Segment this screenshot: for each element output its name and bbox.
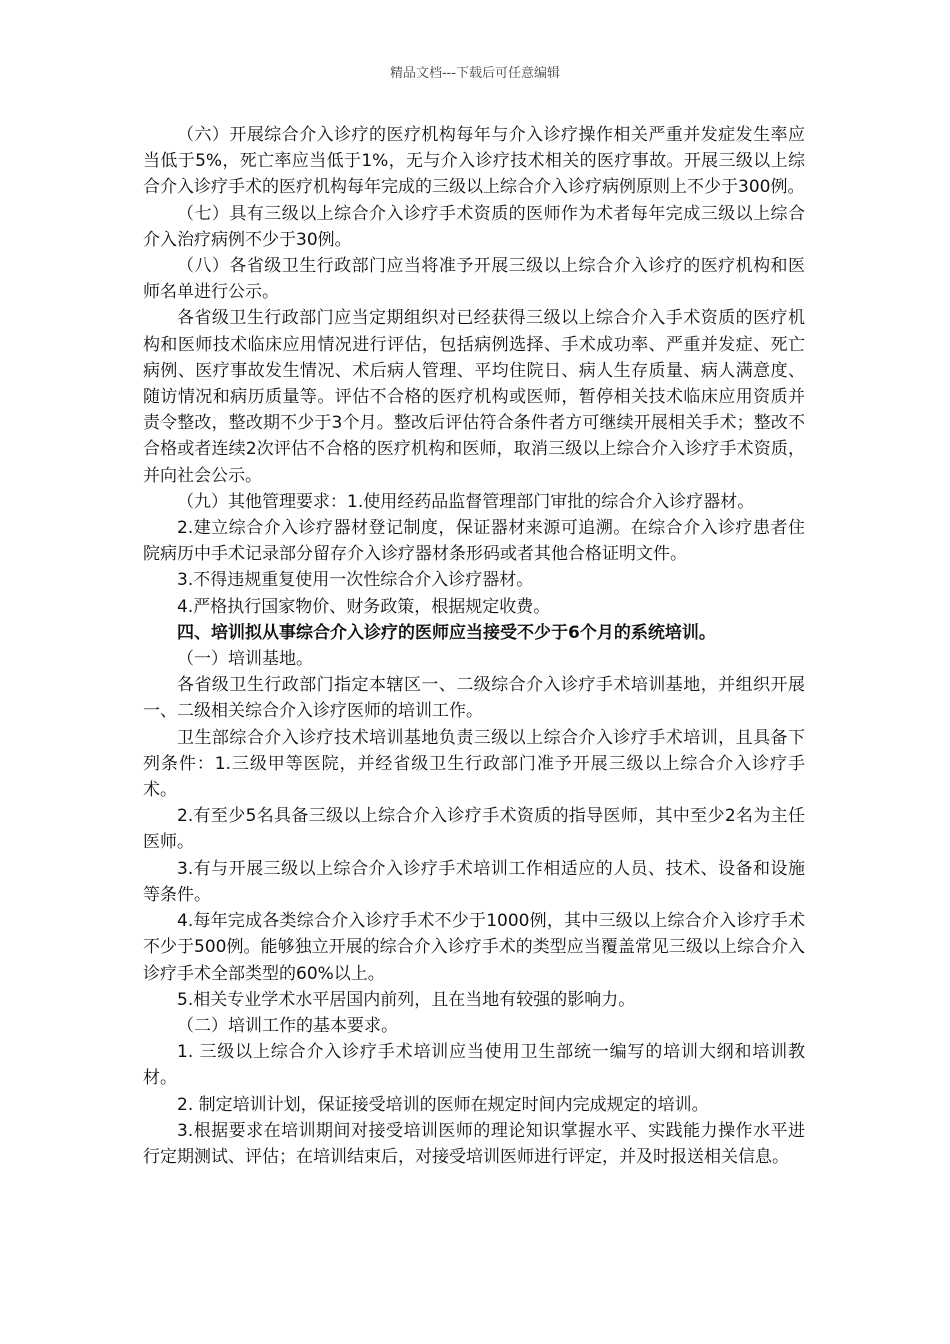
- subheading-training-requirements: （二）培训工作的基本要求。: [177, 1015, 398, 1036]
- paragraph-item-7: （七）具有三级以上综合介入诊疗手术资质的医师作为术者每年完成三级以上综合介入治疗病例不少于30例。: [143, 203, 805, 250]
- paragraph-requirement-1: 1. 三级以上综合介入诊疗手术培训应当使用卫生部统一编写的培训大纲和培训教材。: [143, 1042, 805, 1089]
- paragraph-item-8: （八）各省级卫生行政部门应当将准予开展三级以上综合介入诊疗的医疗机构和医师名单进行公示。: [143, 256, 805, 303]
- paragraph-requirement-2: 2. 制定培训计划，保证接受培训的医师在规定时间内完成规定的培训。: [177, 1094, 709, 1115]
- paragraph-condition-4: 4.每年完成各类综合介入诊疗手术不少于1000例，其中三级以上综合介入诊疗手术不少于500例。能够独立开展的综合介入诊疗手术的类型应当覆盖常见三级以上综合介入诊疗手术全部类型的60%以上。: [143, 911, 805, 984]
- paragraph-item-9-4: 4.严格执行国家物价、财务政策，根据规定收费。: [177, 596, 551, 617]
- paragraph-item-9-3: 3.不得违规重复使用一次性综合介入诊疗器材。: [177, 570, 534, 591]
- paragraph-condition-3: 3.有与开展三级以上综合介入诊疗手术培训工作相适应的人员、技术、设备和设施等条件。: [143, 858, 805, 905]
- paragraph-item-9: （九）其他管理要求：1.使用经药品监督管理部门审批的综合介入诊疗器材。: [177, 491, 755, 512]
- paragraph-condition-2: 2.有至少5名具备三级以上综合介入诊疗手术资质的指导医师，其中至少2名为主任医师。: [143, 806, 805, 853]
- paragraph-condition-5: 5.相关专业学术水平居国内前列，且在当地有较强的影响力。: [177, 989, 636, 1010]
- paragraph-requirement-3: 3.根据要求在培训期间对接受培训医师的理论知识掌握水平、实践能力操作水平进行定期测试、评估；在培训结束后，对接受培训医师进行评定，并及时报送相关信息。: [143, 1120, 805, 1167]
- subheading-training-base: （一）培训基地。: [177, 649, 313, 670]
- section-heading-training: 四、培训拟从事综合介入诊疗的医师应当接受不少于6个月的系统培训。: [177, 622, 716, 643]
- paragraph-evaluation: 各省级卫生行政部门应当定期组织对已经获得三级以上综合介入手术资质的医疗机构和医师技术临床应用情况进行评估，包括病例选择、手术成功率、严重并发症、死亡病例、医疗事故发生情况、术后病人管理、平均住院日、病人生存质量、病人满意度、随访情况和病历质量等。评估不合格的医疗机构或医师，暂停相关技术临床应用资质并责令整改，整改期不少于3个月。整改后评估符合条件者方可继续开展相关手术；整改不合格或者连续2次评估不合格的医疗机构和医师，取消三级以上综合介入诊疗手术资质，并向社会公示。: [143, 308, 805, 486]
- document-body: [143, 122, 805, 1170]
- paragraph-ministry-base: 卫生部综合介入诊疗技术培训基地负责三级以上综合介入诊疗手术培训，且具备下列条件：1.三级甲等医院，并经省级卫生行政部门准予开展三级以上综合介入诊疗手术。: [143, 727, 805, 801]
- paragraph-provincial-base: 各省级卫生行政部门指定本辖区一、二级综合介入诊疗手术培训基地，并组织开展一、二级相关综合介入诊疗医师的培训工作。: [143, 675, 805, 722]
- page-header: 精品文档---下载后可任意编辑: [389, 66, 561, 81]
- paragraph-item-9-2: 2.建立综合介入诊疗器材登记制度，保证器材来源可追溯。在综合介入诊疗患者住院病历中手术记录部分留存介入诊疗器材条形码或者其他合格证明文件。: [143, 518, 805, 565]
- paragraph-item-6: （六）开展综合介入诊疗的医疗机构每年与介入诊疗操作相关严重并发症发生率应当低于5%，死亡率应当低于1%，无与介入诊疗技术相关的医疗事故。开展三级以上综合介入诊疗手术的医疗机构每年完成的三级以上综合介入诊疗病例原则上不少于300例。: [143, 125, 805, 198]
